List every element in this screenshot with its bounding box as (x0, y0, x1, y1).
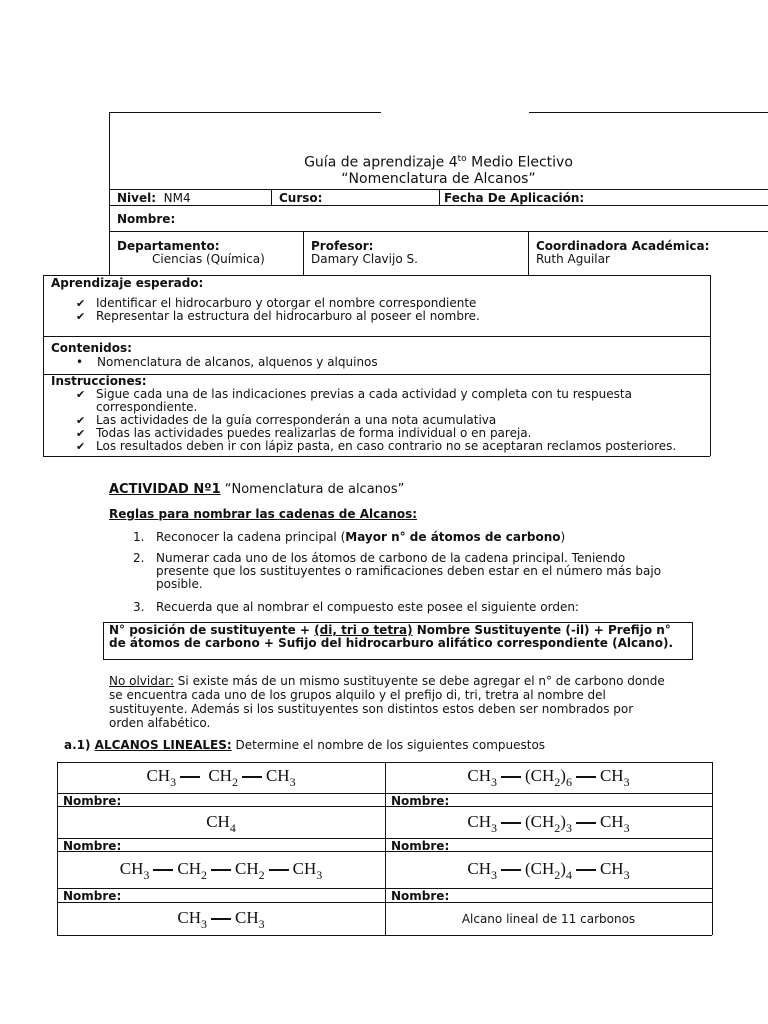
curso-label: Curso: (279, 191, 323, 205)
departamento-value: Ciencias (Química) (152, 252, 265, 266)
formula-propane: $CH_3$ $CH_2$ $CH_3$ (146, 766, 296, 789)
instrucciones-label: Instrucciones: (51, 374, 147, 388)
rule-2: 2. Numerar cada uno de los átomos de carbono de la cadena principal. Teniendo presente que los sustituyentes o ramificaciones deben estar en el número más bajo posible. (133, 551, 662, 591)
nombre-label: Nombre: (391, 839, 450, 853)
a1-heading: a.1) ALCANOS LINEALES: Determine el nombre de los siguientes compuestos (64, 738, 546, 752)
contenidos-label: Contenidos: (51, 341, 132, 355)
list-item: ✔ Todas las actividades puedes realizarlas de forma individual o en pareja. (44, 427, 644, 440)
nombre-label: Nombre: (117, 212, 176, 226)
rules-title: Reglas para nombrar las cadenas de Alcanos: (109, 507, 418, 521)
aprendizaje-label: Aprendizaje esperado: (51, 276, 204, 290)
formula-butane: $CH_3$ $CH_2$ $CH_2$ $CH_3$ (119, 859, 323, 882)
guide-title: Guía de aprendizaje $4^{to}$ Medio Electivo (304, 154, 573, 171)
nombre-label: Nombre: (391, 889, 450, 903)
note-paragraph: No olvidar: Si existe más de un mismo sustituyente se debe agregar el n° de carbono donde se encuentra cada uno de los grupos alquilo y el prefijo di, tri, tretra al nombre del sustituyente. Además si los sustituyentes son distintos estos deben ser nombrados por orden alfabético. (109, 674, 665, 730)
formula-methane: $CH_4$ (206, 812, 236, 835)
instrucciones-list (44, 387, 677, 453)
nombre-label: Nombre: (391, 794, 450, 808)
formula-octane: $CH_3$ $(CH_2)_6$ $CH_3$ (467, 766, 630, 789)
rule-1: 1. Reconocer la cadena principal (Mayor n° de átomos de carbono) (133, 530, 566, 544)
rule-3: 3. Recuerda que al nombrar el compuesto este posee el siguiente orden: (133, 600, 579, 614)
list-item: ✔ Los resultados deben ir con lápiz pasta, en caso contrario no se aceptaran reclamos posteriores. (44, 440, 736, 453)
profesor-value: Damary Clavijo S. (311, 252, 418, 266)
list-item: ✔ Las actividades de la guía corresponderán a una nota acumulativa (44, 414, 644, 427)
formula-hexane: $CH_3$ $(CH_2)_4$ $CH_3$ (467, 859, 630, 882)
formula-ethane: $CH_3$ $CH_3$ (177, 908, 265, 931)
list-item: ✔ Representar la estructura del hidrocarburo al poseer el nombre. (44, 310, 704, 323)
list-item: ✔ Identificar el hidrocarburo y otorgar el nombre correspondiente (44, 297, 704, 310)
contenidos-item: • Nomenclatura de alcanos, alquenos y alquinos (76, 355, 378, 369)
guide-subtitle: “Nomenclatura de Alcanos” (341, 171, 536, 187)
naming-order-box: N° posición de sustituyente + (di, tri o tetra) Nombre Sustituyente (-il) + Prefijo n° de átomos de carbono + Sufijo del hidrocarburo alifático correspondiente (Alcano). (103, 622, 693, 660)
coordinadora-value: Ruth Aguilar (536, 252, 610, 266)
nombre-label: Nombre: (63, 889, 122, 903)
list-item: ✔ Sigue cada una de las indicaciones previas a cada actividad y completa con tu respuesta correspondiente. (44, 388, 644, 414)
fecha-label: Fecha De Aplicación: (444, 191, 585, 205)
nivel-field: Nivel: NM4 (117, 191, 191, 205)
profesor-label: Profesor: (311, 239, 374, 253)
departamento-label: Departamento: (117, 239, 220, 253)
nombre-label: Nombre: (63, 839, 122, 853)
formula-pentane: $CH_3$ $(CH_2)_3$ $CH_3$ (467, 812, 630, 835)
activity-title: ACTIVIDAD Nº1 “Nomenclatura de alcanos” (109, 482, 405, 497)
coordinadora-label: Coordinadora Académica: (536, 239, 710, 253)
nombre-label: Nombre: (63, 794, 122, 808)
alcano-11-text: Alcano lineal de 11 carbonos (461, 912, 636, 926)
aprendizaje-list (44, 297, 704, 323)
